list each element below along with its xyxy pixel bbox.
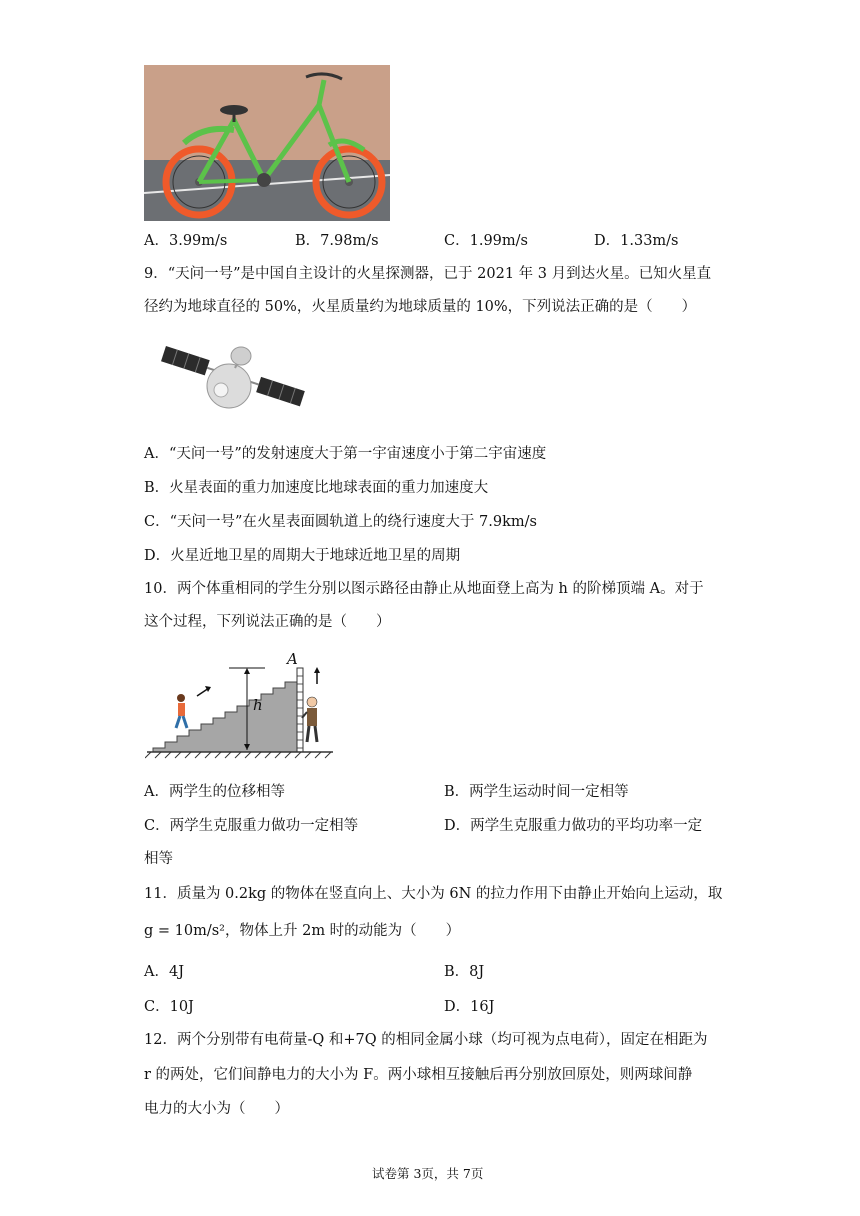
point-a-label: A: [287, 650, 298, 668]
q12-stem-line2: r 的两处，它们间静电力的大小为 F。两小球相互接触后再分别放回原处，则两球间静: [144, 1067, 693, 1083]
q9-option-c: C．“天问一号”在火星表面圆轨道上的绕行速度大于 7.9km/s: [144, 514, 537, 530]
q11-option-d: D．16J: [444, 999, 495, 1015]
q11-option-b: B．8J: [444, 964, 485, 980]
q10-option-c: C．两学生克服重力做功一定相等: [144, 818, 359, 834]
q10-option-d: D．两学生克服重力做功的平均功率一定: [444, 818, 703, 834]
q9-option-d: D．火星近地卫星的周期大于地球近地卫星的周期: [144, 548, 461, 564]
q10-stem-line1: 10．两个体重相同的学生分别以图示路径由静止从地面登上高为 h 的阶梯顶端 A。对于: [144, 581, 704, 597]
q9-option-a: A．“天问一号”的发射速度大于第一宇宙速度小于第二宇宙速度: [144, 446, 547, 462]
q12-stem-line3: 电力的大小为（ ）: [144, 1101, 289, 1117]
q11-option-c: C．10J: [144, 999, 194, 1015]
q8-option-a: A．3.99m/s: [144, 233, 228, 249]
spacecraft-illustration: [157, 338, 307, 420]
q8-option-d: D．1.33m/s: [594, 233, 679, 249]
page-footer: 试卷第 3页，共 7页: [372, 1166, 484, 1181]
q10-option-b: B．两学生运动时间一定相等: [444, 784, 629, 800]
q11-stem-line1: 11．质量为 0.2kg 的物体在竖直向上、大小为 6N 的拉力作用下由静止开始向上运动，取: [144, 886, 723, 902]
q12-stem-line1: 12．两个分别带有电荷量-Q 和+7Q 的相同金属小球（均可视为点电荷），固定在相距为: [144, 1032, 708, 1048]
bicycle-photo: [144, 65, 390, 221]
q8-option-b: B．7.98m/s: [295, 233, 379, 249]
staircase-diagram: [145, 648, 335, 760]
q9-option-b: B．火星表面的重力加速度比地球表面的重力加速度大: [144, 480, 489, 496]
q9-stem-line2: 径约为地球直径的 50%，火星质量约为地球质量的 10%，下列说法正确的是（ ）: [144, 299, 697, 315]
height-label: h: [253, 696, 263, 714]
q8-option-c: C．1.99m/s: [444, 233, 528, 249]
q11-stem-line2: g = 10m/s²，物体上升 2m 时的动能为（ ）: [144, 923, 461, 939]
q10-option-d-continued: 相等: [144, 851, 173, 867]
q10-option-a: A．两学生的位移相等: [144, 784, 285, 800]
q9-stem-line1: 9．“天问一号”是中国自主设计的火星探测器，已于 2021 年 3 月到达火星。已知火星直: [144, 266, 712, 282]
q11-option-a: A．4J: [144, 964, 185, 980]
q10-stem-line2: 这个过程，下列说法正确的是（ ）: [144, 614, 391, 630]
